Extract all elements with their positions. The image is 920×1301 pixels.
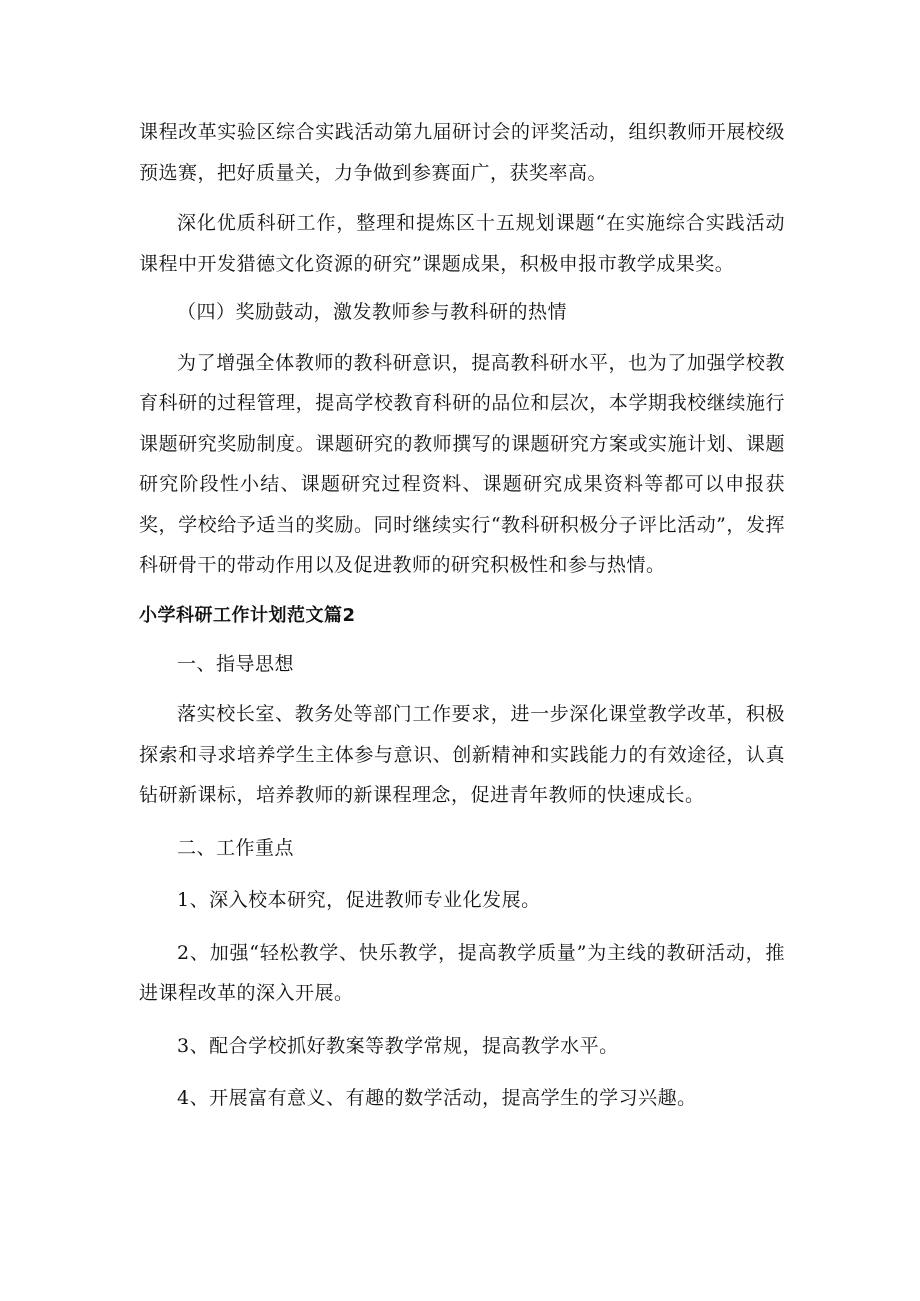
document-page: [139, 112, 785, 1119]
focus-item-4: 4、开展富有意义、有趣的数学活动，提高学生的学习兴趣。: [177, 1087, 697, 1109]
focus-item-1: 1、深入校本研究，促进教师专业化发展。: [177, 889, 541, 911]
section-4-title: （四）奖励鼓动，激发教师参与教科研的热情: [177, 301, 568, 323]
focus-item-2: 2、加强“轻松教学、快乐教学，提高教学质量”为主线的教研活动，推进课程改革的深入开展。: [139, 941, 785, 1004]
paragraph-guide: 落实校长室、教务处等部门工作要求，进一步深化课堂教学改革，积极探索和寻求培养学生主体参与意识、创新精神和实践能力的有效途径，认真钻研新课标，培养教师的新课程理念，促进青年教师的快速成长。: [139, 703, 785, 806]
paragraph-reward-system: 为了增强全体教师的教科研意识，提高教科研水平，也为了加强学校教育科研的过程管理，提高学校教育科研的品位和层次，本学期我校继续施行课题研究奖励制度。课题研究的教师撰写的课题研究方案或实施计划、课题研究阶段性小结、课题研究过程资料、课题研究成果资料等都可以申报获奖，学校给予适当的奖励。同时继续实行“教科研积极分子评比活动”，发挥科研骨干的带动作用以及促进教师的研究积极性和参与热情。: [139, 351, 785, 576]
paragraph-continued: 课程改革实验区综合实践活动第九届研讨会的评奖活动，组织教师开展校级预选赛，把好质量关，力争做到参赛面广，获奖率高。: [139, 121, 785, 184]
paragraph-research-deepening: 深化优质科研工作，整理和提炼区十五规划课题“在实施综合实践活动课程中开发猎德文化资源的研究”课题成果，积极申报市教学成果奖。: [139, 212, 785, 275]
focus-title: 二、工作重点: [177, 836, 295, 859]
article-2-heading: 小学科研工作计划范文篇2: [139, 604, 356, 626]
guide-title: 一、指导思想: [177, 652, 295, 675]
focus-item-3: 3、配合学校抓好教案等教学常规，提高教学水平。: [177, 1034, 619, 1057]
